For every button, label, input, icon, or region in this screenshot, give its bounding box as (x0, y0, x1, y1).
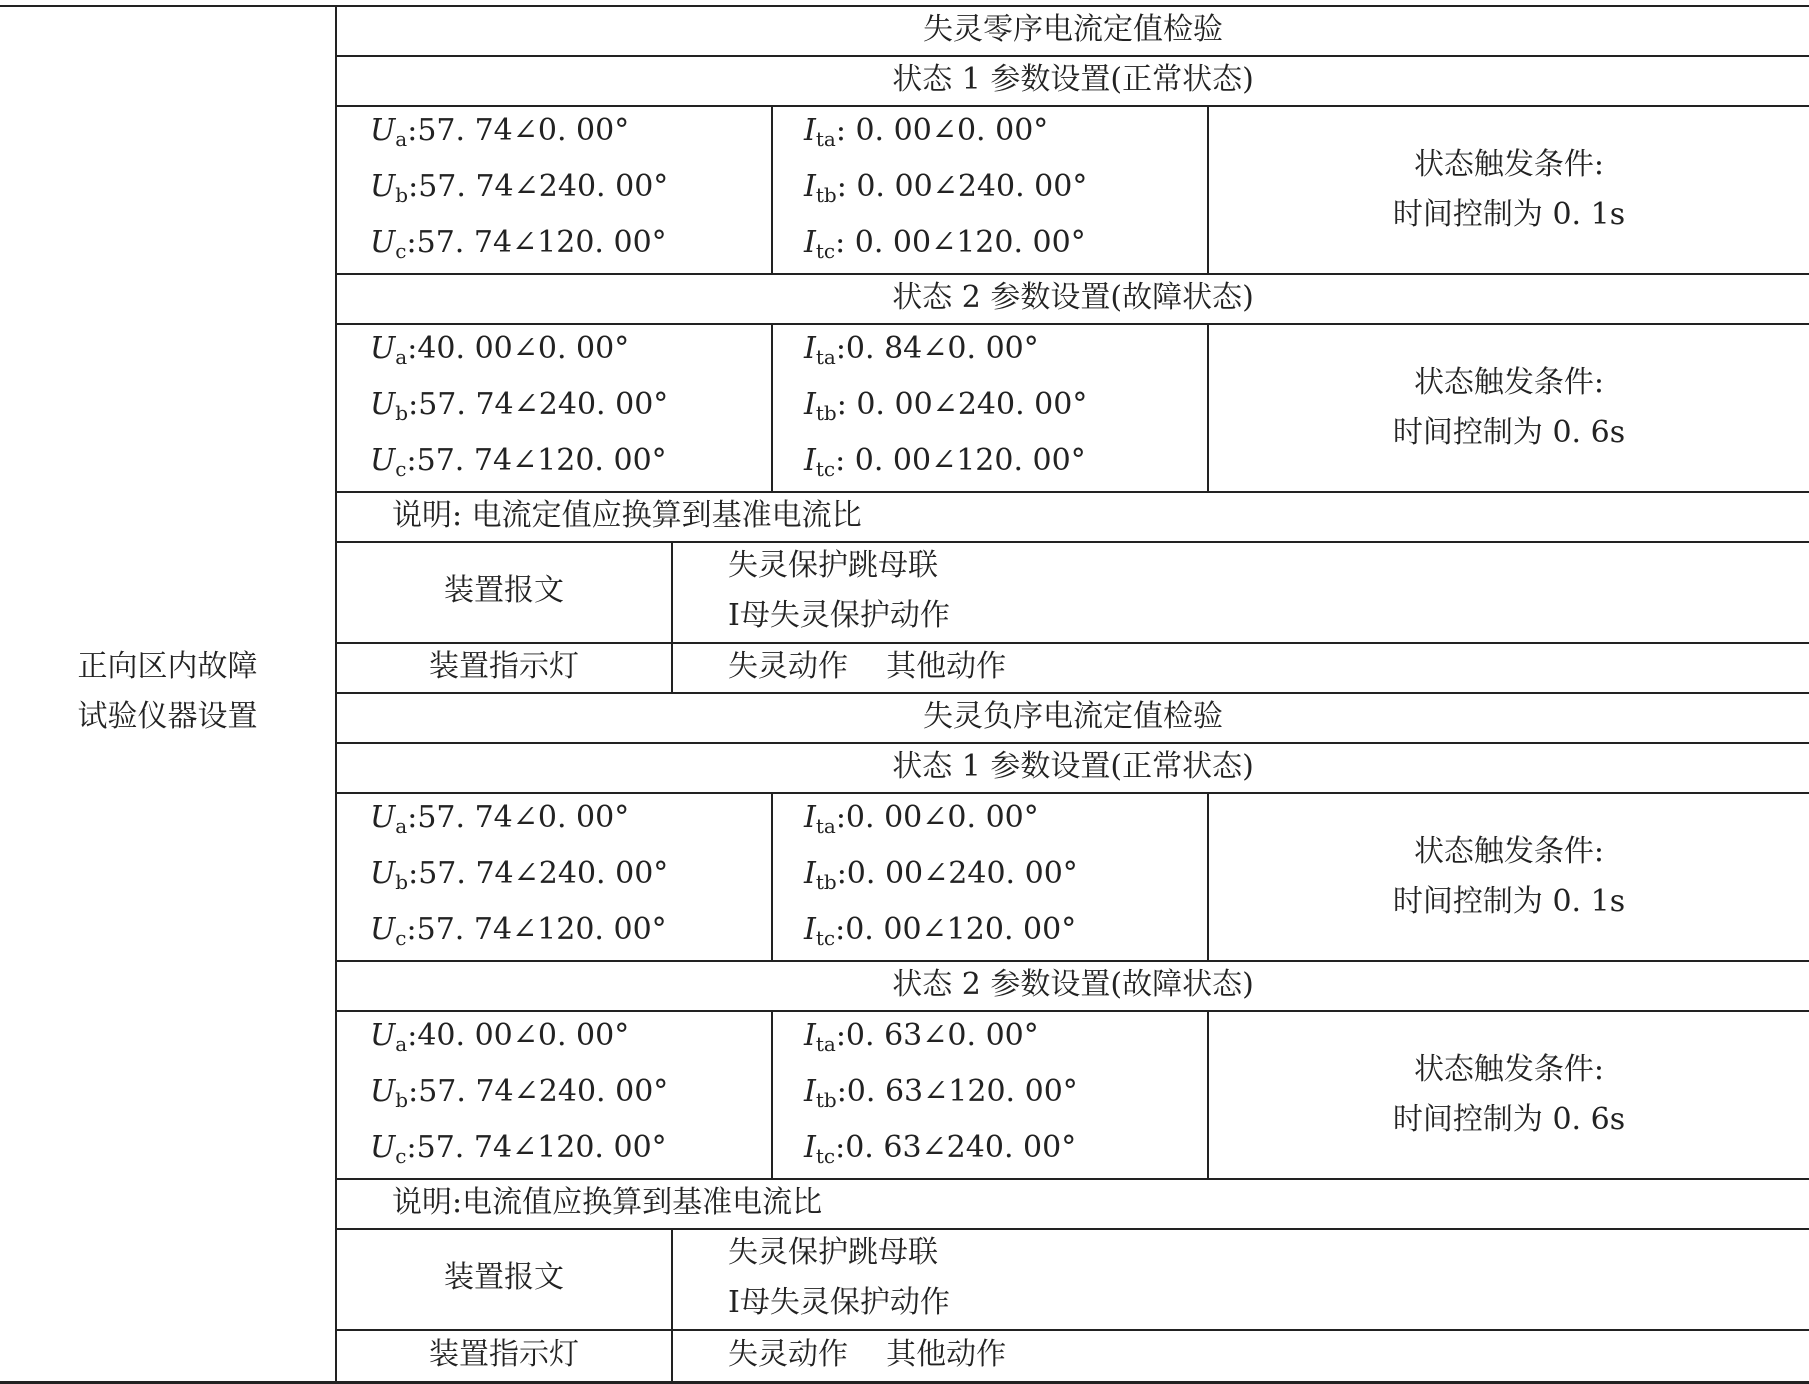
voltage-c: $U_c:57$. 74∠120. 00° (370, 443, 667, 481)
voltage-a: $U_a:57$. 74∠0. 00° (370, 800, 630, 838)
voltage-c: $U_c:57$. 74∠120. 00° (370, 912, 667, 950)
table-top-border (0, 5, 1809, 7)
trigger-line1: 状态触发条件: (1413, 834, 1605, 869)
voltage-c: $U_c:57$. 74∠120. 00° (370, 1130, 667, 1168)
trigger-condition (1209, 1045, 1809, 1145)
state-title: 状态 2 参数设置(故障状态) (892, 280, 1254, 315)
note: 说明: 电流定值应换算到基准电流比 (392, 498, 862, 533)
voltage-c: $U_c:57$. 74∠120. 00° (370, 225, 667, 263)
state-title: 状态 2 参数设置(故障状态) (892, 967, 1254, 1002)
indicator-value: 失灵动作 其他动作 (728, 649, 1007, 684)
col-divider (771, 792, 773, 960)
row-divider (335, 692, 1809, 694)
left-label-line1: 正向区内故障 (77, 649, 258, 684)
col-divider (671, 1228, 673, 1381)
trigger-condition (1209, 140, 1809, 240)
note: 说明:电流值应换算到基准电流比 (392, 1185, 823, 1220)
report-line2: Ⅰ母失灵保护动作 (728, 1285, 950, 1320)
trigger-line1: 状态触发条件: (1413, 147, 1605, 182)
voltage-b: $U_b:57$. 74∠240. 00° (370, 856, 669, 894)
voltage-a: $U_a:40$. 00∠0. 00° (370, 1018, 630, 1056)
section-title: 失灵零序电流定值检验 (923, 12, 1223, 47)
row-divider (335, 1010, 1809, 1012)
section-title: 失灵负序电流定值检验 (923, 699, 1223, 734)
state-title: 状态 1 参数设置(正常状态) (892, 749, 1254, 784)
current-tb: $I_{tb}:0$. 00∠240. 00° (804, 856, 1078, 894)
current-tc: $I_{tc}$: 0. 00∠120. 00° (804, 443, 1086, 481)
indicator-value: 失灵动作 其他动作 (728, 1337, 1007, 1372)
col-divider (771, 323, 773, 491)
row-divider (335, 541, 1809, 543)
voltage-b: $U_b:57$. 74∠240. 00° (370, 387, 669, 425)
current-tc: $I_{tc}:0$. 00∠120. 00° (804, 912, 1077, 950)
voltage-a: $U_a:57$. 74∠0. 00° (370, 113, 630, 151)
col-divider (771, 105, 773, 273)
report-line1: 失灵保护跳母联 (728, 548, 938, 583)
current-ta: $I_{ta}:0$. 00∠0. 00° (804, 800, 1039, 838)
row-divider (335, 273, 1809, 275)
voltage-b: $U_b:57$. 74∠240. 00° (370, 1074, 669, 1112)
report-label: 装置报文 (444, 573, 564, 608)
row-divider (335, 1329, 1809, 1331)
current-tb: $I_{tb}$: 0. 00∠240. 00° (804, 169, 1088, 207)
current-ta: $I_{ta}:0$. 63∠0. 00° (804, 1018, 1039, 1056)
row-divider (335, 323, 1809, 325)
trigger-line2: 时间控制为 0. 1s (1392, 197, 1626, 232)
report-label: 装置报文 (444, 1260, 564, 1295)
row-divider (335, 960, 1809, 962)
current-tb: $I_{tb}:0$. 63∠120. 00° (804, 1074, 1078, 1112)
row-divider (335, 1228, 1809, 1230)
col-divider (671, 541, 673, 692)
current-ta: $I_{ta}:0$. 84∠0. 00° (804, 331, 1039, 369)
voltage-b: $U_b:57$. 74∠240. 00° (370, 169, 669, 207)
row-divider (335, 1178, 1809, 1180)
voltage-a: $U_a:40$. 00∠0. 00° (370, 331, 630, 369)
trigger-condition (1209, 358, 1809, 458)
row-divider (335, 642, 1809, 644)
report-line1: 失灵保护跳母联 (728, 1235, 938, 1270)
row-divider (335, 742, 1809, 744)
report-line2: Ⅰ母失灵保护动作 (728, 598, 950, 633)
indicator-label: 装置指示灯 (429, 649, 579, 684)
indicator-label: 装置指示灯 (429, 1337, 579, 1372)
current-tc: $I_{tc}:0$. 63∠240. 00° (804, 1130, 1077, 1168)
current-ta: $I_{ta}$: 0. 00∠0. 00° (804, 113, 1049, 151)
current-tb: $I_{tb}$: 0. 00∠240. 00° (804, 387, 1088, 425)
trigger-line2: 时间控制为 0. 6s (1392, 415, 1626, 450)
current-tc: $I_{tc}$: 0. 00∠120. 00° (804, 225, 1086, 263)
state-title: 状态 1 参数设置(正常状态) (892, 62, 1254, 97)
col-divider (771, 1010, 773, 1178)
row-divider (335, 491, 1809, 493)
trigger-line1: 状态触发条件: (1413, 365, 1605, 400)
row-divider (335, 55, 1809, 57)
trigger-line2: 时间控制为 0. 1s (1392, 884, 1626, 919)
trigger-line1: 状态触发条件: (1413, 1052, 1605, 1087)
row-divider (335, 105, 1809, 107)
row-divider (335, 792, 1809, 794)
trigger-condition (1209, 827, 1809, 927)
trigger-line2: 时间控制为 0. 6s (1392, 1102, 1626, 1137)
left-label-line2: 试验仪器设置 (77, 699, 258, 734)
